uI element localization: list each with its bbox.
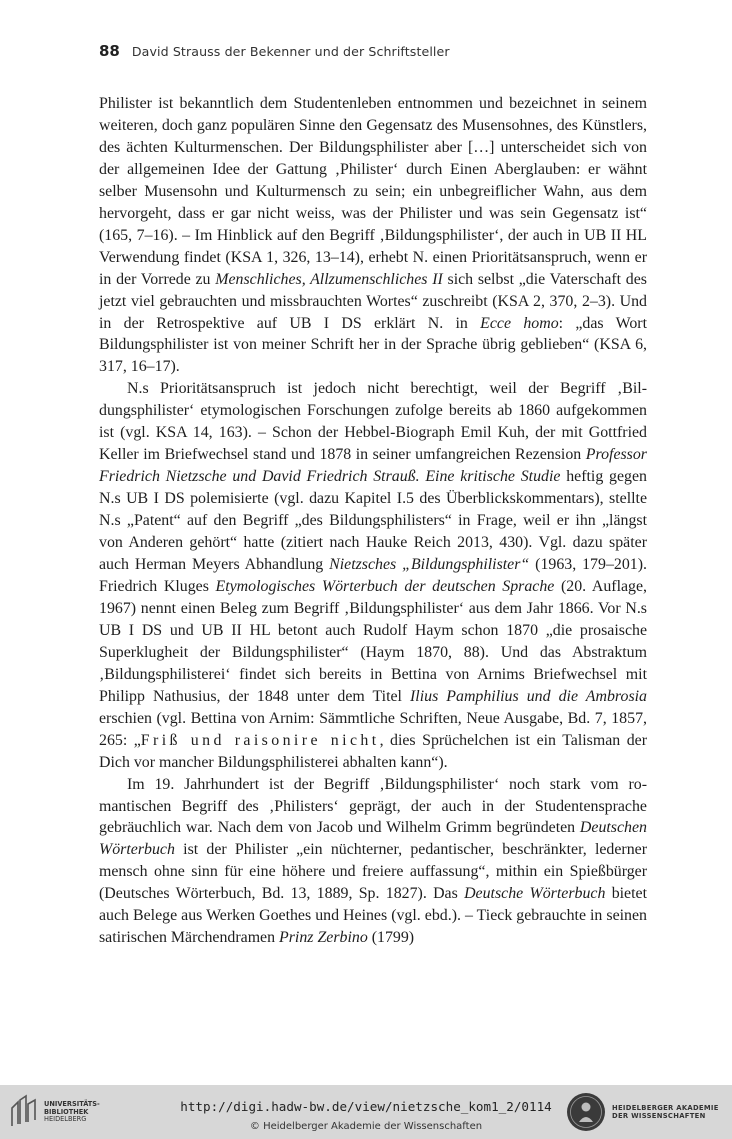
library-logo-text: UNIVERSITÄTS- BIBLIOTHEK HEIDELBERG [44,1100,100,1124]
source-url-link[interactable]: http://digi.hadw-bw.de/view/nietzsche_kom1_2/0114 [180,1099,552,1114]
page-header [99,42,659,66]
footer-bar [0,1085,732,1139]
main-text [99,93,647,949]
academy-seal-icon [565,1091,607,1133]
page-number: 88 [99,42,120,60]
academy-logo-text: HEIDELBERGER AKADEMIE DER WISSENSCHAFTEN [612,1104,719,1121]
paragraph-2: N.s Prioritätsanspruch ist jedoch nicht berechtigt, weil der Begriff ‚Bildungsphilister‘ etymologischen Forschungen zufolge bereits ab 1860 aufgekommen ist (vgl. KSA 14, 163). – Schon der Hebbel-Biograph Emil Kuh, der mit Gottfried Keller im Briefwechsel stand und 1878 in seiner umfangreichen Rezension Professor Friedrich Nietzsche und David Friedrich Strauß. Eine kritische Studie heftig gegen N.s UB I DS polemisierte (vgl. dazu Kapitel I.5 des Überblickskommentars), stellte N.s „Patent“ auf den Begriff „des Bildungsphilisters“ in Frage, weil er ihn „längst von Anderen gehört“ hatte (zitiert nach Hauke Reich 2013, 430). Vgl. dazu später auch Herman Meyers Abhandlung Nietzsches „Bildungsphilister“ (1963, 179–201). Friedrich Kluges Etymologisches Wörterbuch der deutschen Sprache (20. Auflage, 1967) nennt einen Beleg zum Begriff ‚Bildungsphilister‘ aus dem Jahr 1866. Vor N.s UB I DS und UB II HL betont auch Rudolf Haym schon 1870 „die prosaische Superklugheit der Bildungsphilister“ (Haym 1870, 88). Und das Abstraktum ‚Bildungsphilisterei‘ findet sich bereits in Bettina von Arnims Briefwechsel mit Philipp Nathusius, der 1848 unter dem Titel Ilius Pamphilius und die Ambrosia erschien (vgl. Bettina von Arnim: Sämmtliche Schriften, Neue Ausgabe, Bd. 7, 1857, 265: „Friß und raisonire nicht, dies Sprüchelchen ist ein Talisman der Dich vor mancher Bildungsphilisterei abhalten kann“). [99,380,648,771]
spaced-quote: Friß und raisonire nicht [140,731,380,749]
paragraph-1: Philister ist bekanntlich dem Studentenleben entnommen und bezeichnet in seinem weiteren, doch ganz populären Sinne den Gegensatz des Musensohnes, des Künstlers, des ächten Kulturmenschen. Der Bildungsphilister aber […] unterscheidet sich von der allgemeinen Idee der Gattung ‚Philister‘ durch Einen Aberglauben: er wähnt selber Musensohn und Kulturmensch zu sein; ein unbegreiflicher Wahn, aus dem hervorgeht, dass er gar nicht weiss, was der Philister und was sein Gegensatz ist“ (165, 7–16). – Im Hinblick auf den Begriff ‚Bildungsphilister‘, der auch in UB II HL Verwendung findet (KSA 1, 326, 13–14), erhebt N. einen Prioritätsanspruch, wenn er in der Vorrede zu Menschliches, Allzumenschliches II sich selbst „die Vaterschaft des jetzt viel gebrauchten und missbrauchten Wortes“ zuschreibt (KSA 2, 370, 2–3). Und in der Retrospektive auf UB I DS erklärt N. in Ecce homo: „das Wort Bildungsphilister ist von meiner Schrift her in der Sprache übrig geblieben“ (KSA 6, 317, 16–17). [99,95,647,376]
copyright-notice: © Heidelberger Akademie der Wissenschaften [249,1121,483,1132]
paragraph-3: Im 19. Jahrhundert ist der Begriff ‚Bildungsphilister‘ noch stark vom romantischen Begriff des ‚Philisters‘ geprägt, der auch in der Studentensprache gebräuchlich war. Nach dem von Jacob und Wilhelm Grimm begründeten Deutschen Wörterbuch ist der Philister „ein nüchterner, pedantischer, beschränkter, lederner mensch ohne sinn für eine höhere und freiere auffassung“, mithin ein Spießbürger (Deutsches Wörterbuch, Bd. 13, 1889, Sp. 1827). Das Deutsche Wörterbuch bietet auch Belege aus Werken Goethes und Heines (vgl. ebd.). – Tieck gebrauchte in seinen satirischen Märchendramen Prinz Zerbino (1799) [99,775,647,947]
running-title: David Strauss der Bekenner und der Schriftsteller [131,44,450,59]
